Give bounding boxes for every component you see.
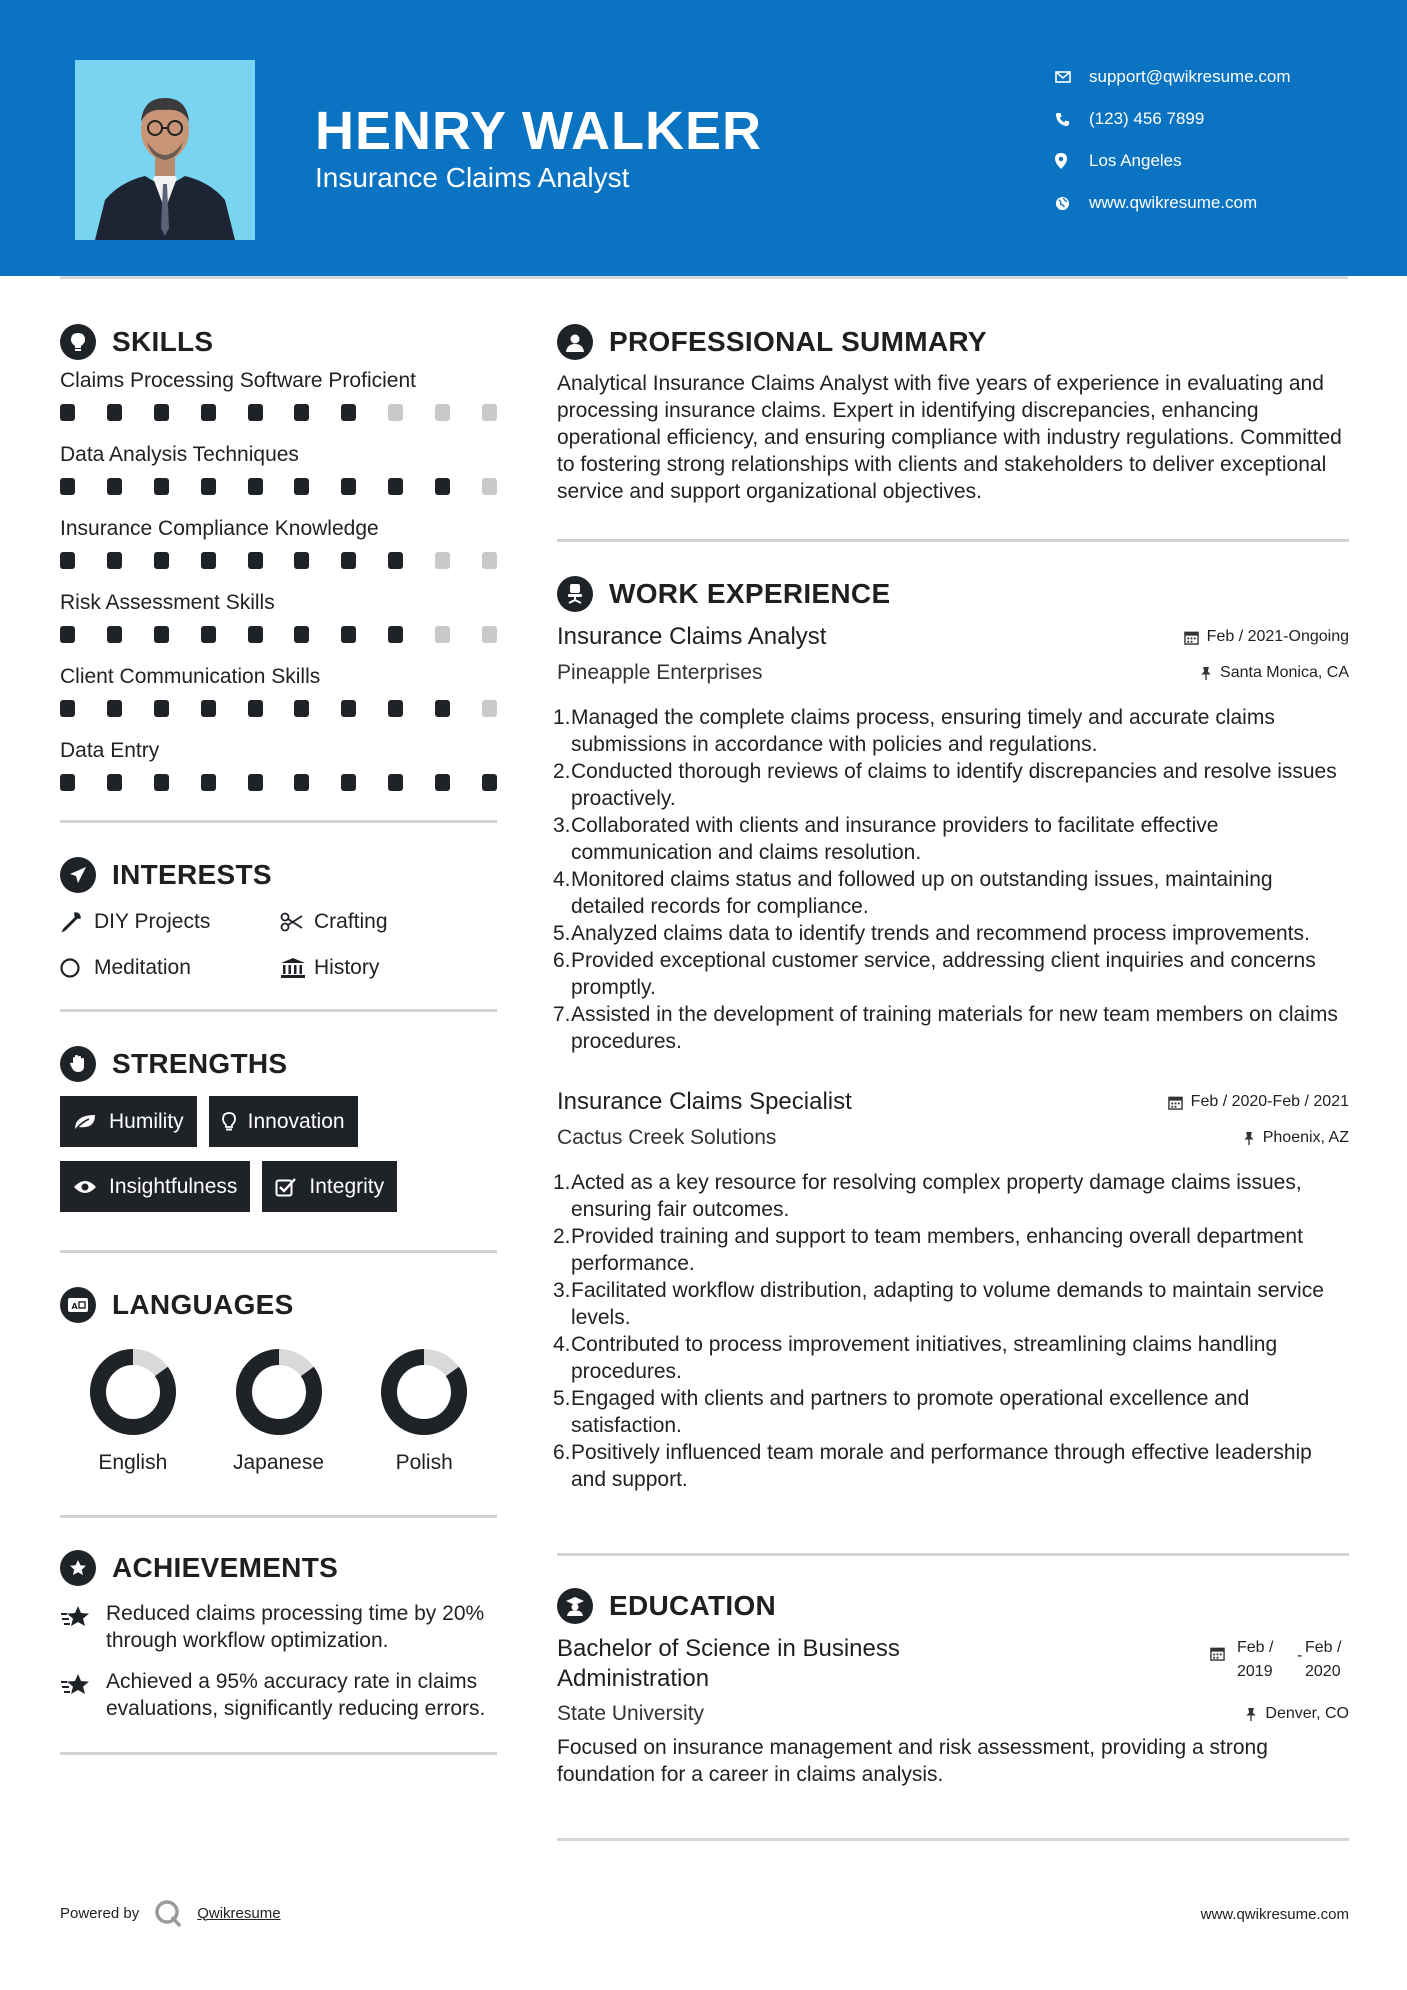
degree-line: Administration xyxy=(557,1665,710,1692)
job-bullet-text: Acted as a key resource for resolving complex property damage claims issues, ensuring fair outcomes. xyxy=(571,1171,1302,1221)
hand-icon xyxy=(60,1046,96,1082)
skill-rating xyxy=(60,618,497,662)
interest-label: Crafting xyxy=(314,910,388,933)
strength-label: Innovation xyxy=(247,1109,345,1133)
job-bullet-text: Positively influenced team morale and performance through effective leadership and support. xyxy=(571,1441,1312,1491)
achievement-item xyxy=(60,1668,497,1722)
lightbulb-icon xyxy=(60,324,96,360)
contact-list xyxy=(1055,56,1385,224)
job-location xyxy=(1243,1129,1349,1147)
job-bullet: 5. Engaged with clients and partners to promote operational excellence and satisfaction. xyxy=(557,1385,1349,1439)
rating-dot-empty xyxy=(482,478,497,495)
job-bullet-text: Assisted in the development of training materials for new team members on claims procedures. xyxy=(571,1003,1338,1053)
pushpin-icon xyxy=(1243,1131,1255,1146)
job-bullet: 1. Managed the complete claims process, ensuring timely and accurate claims submissions in accordance with policies and regulations. xyxy=(557,704,1349,758)
rating-dot-filled xyxy=(248,774,263,791)
footer-website[interactable]: www.qwikresume.com xyxy=(1200,1906,1349,1923)
leaf-icon xyxy=(73,1113,97,1131)
skill-item xyxy=(60,588,497,662)
rating-dot-filled xyxy=(154,478,169,495)
footer-powered-by xyxy=(60,1898,281,1928)
language-level-ring xyxy=(88,1347,178,1437)
job-bullet-text: Conducted thorough reviews of claims to identify discrepancies and resolve issues proactively. xyxy=(571,760,1337,810)
job-date xyxy=(1184,628,1349,646)
job-bullet: 3. Collaborated with clients and insurance providers to facilitate effective communication and claims resolution. xyxy=(557,812,1349,866)
job-bullet-text: Collaborated with clients and insurance providers to facilitate effective communication and claims resolution. xyxy=(571,814,1219,864)
job-bullet-text: Provided training and support to team members, enhancing overall department performance. xyxy=(571,1225,1303,1275)
summary-heading xyxy=(557,320,1349,364)
office-chair-icon xyxy=(557,576,593,612)
language-label: Polish xyxy=(395,1451,453,1474)
rating-dot-filled xyxy=(248,552,263,569)
interest-label: DIY Projects xyxy=(94,910,211,933)
strength-tag xyxy=(262,1161,397,1212)
circle-icon xyxy=(60,957,94,979)
rating-dot-filled xyxy=(201,774,216,791)
graduate-icon xyxy=(557,1588,593,1624)
languages-title: LANGUAGES xyxy=(112,1289,294,1320)
rating-dot-filled xyxy=(341,700,356,717)
job-bullet: 6. Provided exceptional customer service, addressing client inquiries and concerns promptly. xyxy=(557,947,1349,1001)
education-title: EDUCATION xyxy=(609,1590,777,1621)
strengths-heading xyxy=(60,1042,497,1086)
job-date xyxy=(1168,1093,1349,1111)
strength-label: Integrity xyxy=(309,1174,385,1198)
rating-dot-filled xyxy=(388,774,403,791)
rating-dot-filled xyxy=(294,404,309,421)
language-label: Japanese xyxy=(232,1451,325,1474)
rating-dot-filled xyxy=(107,552,122,569)
envelope-icon xyxy=(1055,71,1089,83)
skill-name: Insurance Compliance Knowledge xyxy=(60,517,379,540)
job-entry xyxy=(553,1083,1349,1493)
contact-phone[interactable] xyxy=(1055,98,1385,140)
rating-dot-filled xyxy=(341,774,356,791)
rating-dot-filled xyxy=(201,700,216,717)
lightbulb-icon xyxy=(222,1112,236,1132)
rating-dot-empty xyxy=(388,404,403,421)
paper-plane-icon xyxy=(60,857,96,893)
section-divider xyxy=(60,1250,497,1253)
languages-list xyxy=(60,1347,497,1475)
resume-header xyxy=(0,0,1407,276)
rating-dot-filled xyxy=(60,774,75,791)
job-header xyxy=(557,1083,1349,1121)
education-date-part: Feb / xyxy=(1305,1639,1342,1656)
rating-dot-filled xyxy=(482,774,497,791)
school-name: State University xyxy=(557,1702,705,1725)
rating-dot-filled xyxy=(341,478,356,495)
skill-rating xyxy=(60,544,497,588)
section-divider xyxy=(557,1553,1349,1556)
contact-location-text: Los Angeles xyxy=(1089,151,1182,170)
phone-icon xyxy=(1055,112,1089,127)
job-bullets xyxy=(553,704,1349,1055)
job-subheader xyxy=(557,1121,1349,1155)
qwikresume-logo-icon xyxy=(153,1898,183,1928)
museum-icon xyxy=(280,957,314,979)
skill-rating xyxy=(60,766,497,810)
achievement-text: Reduced claims processing time by 20% through workflow optimization. xyxy=(106,1602,485,1652)
interests-heading xyxy=(60,853,497,897)
map-pin-icon xyxy=(1055,153,1089,169)
contact-email[interactable] xyxy=(1055,56,1385,98)
star-icon xyxy=(60,1600,106,1654)
job-bullet: 6. Positively influenced team morale and performance through effective leadership and support. xyxy=(557,1439,1349,1493)
job-bullet: 2. Provided training and support to team members, enhancing overall department performance. xyxy=(557,1223,1349,1277)
rating-dot-filled xyxy=(154,404,169,421)
education-date-part: 2020 xyxy=(1305,1663,1341,1680)
company-name: Pineapple Enterprises xyxy=(557,661,763,684)
rating-dot-filled xyxy=(248,404,263,421)
education-location-text: Denver, CO xyxy=(1265,1705,1349,1722)
job-bullet: 5. Analyzed claims data to identify trends and recommend process improvements. xyxy=(553,922,1310,945)
job-bullet-text: Engaged with clients and partners to promote operational excellence and satisfaction. xyxy=(571,1387,1250,1437)
star-icon xyxy=(60,1668,106,1722)
candidate-role: Insurance Claims Analyst xyxy=(315,162,630,193)
left-column xyxy=(60,320,497,1755)
language-card-icon xyxy=(60,1287,96,1323)
skill-rating xyxy=(60,396,497,440)
job-bullet: 4. Contributed to process improvement initiatives, streamlining claims handling procedures. xyxy=(557,1331,1349,1385)
language-item xyxy=(60,1347,206,1475)
rating-dot-filled xyxy=(201,478,216,495)
candidate-name: HENRY WALKER xyxy=(315,101,763,161)
experience-heading xyxy=(557,572,1349,616)
interest-item xyxy=(60,953,280,983)
rating-dot-filled xyxy=(60,700,75,717)
education-subheader xyxy=(557,1694,1349,1734)
job-location-text: Phoenix, AZ xyxy=(1262,1129,1349,1146)
job-location-text: Santa Monica, CA xyxy=(1220,664,1349,681)
degree-title xyxy=(557,1634,900,1694)
rating-dot-empty xyxy=(435,552,450,569)
education-entry xyxy=(557,1634,1349,1788)
interest-label: Meditation xyxy=(94,956,191,979)
skills-title: SKILLS xyxy=(112,326,214,357)
rating-dot-filled xyxy=(154,774,169,791)
rating-dot-filled xyxy=(107,774,122,791)
job-bullet-text: Provided exceptional customer service, addressing client inquiries and concerns promptly. xyxy=(571,949,1316,999)
star-badge-icon xyxy=(60,1550,96,1586)
job-bullets xyxy=(553,1169,1349,1493)
rating-dot-filled xyxy=(107,404,122,421)
skill-item xyxy=(60,514,497,588)
language-label: English xyxy=(98,1451,168,1474)
skill-item xyxy=(60,440,497,514)
rating-dot-filled xyxy=(388,700,403,717)
section-divider xyxy=(557,539,1349,542)
languages-heading xyxy=(60,1283,497,1327)
rating-dot-filled xyxy=(341,552,356,569)
job-bullet: 3. Facilitated workflow distribution, adapting to volume demands to maintain service levels. xyxy=(557,1277,1349,1331)
skills-list xyxy=(60,366,497,810)
rating-dot-filled xyxy=(294,700,309,717)
svg-text:A: A xyxy=(71,1302,78,1311)
summary-title: PROFESSIONAL SUMMARY xyxy=(609,326,987,357)
right-column xyxy=(553,320,1349,1841)
rating-dot-filled xyxy=(107,626,122,643)
job-header xyxy=(557,618,1349,656)
job-title: Insurance Claims Analyst xyxy=(557,623,827,650)
contact-website[interactable] xyxy=(1055,182,1385,224)
job-date-text: Feb / 2021-Ongoing xyxy=(1206,628,1349,645)
job-bullet-text: Managed the complete claims process, ensuring timely and accurate claims submissions in accordance with policies and regulations. xyxy=(571,706,1275,756)
rating-dot-filled xyxy=(435,700,450,717)
check-square-icon xyxy=(275,1177,297,1197)
job-entry xyxy=(553,618,1349,1055)
degree-line: Bachelor of Science in Business xyxy=(557,1635,900,1662)
header-divider xyxy=(60,276,1348,279)
achievements-heading xyxy=(60,1546,497,1590)
education-date-part: Feb / xyxy=(1237,1639,1274,1656)
rating-dot-filled xyxy=(388,478,403,495)
rating-dot-filled xyxy=(341,404,356,421)
powered-by-text: Powered by xyxy=(60,1904,140,1922)
rating-dot-filled xyxy=(107,478,122,495)
section-divider xyxy=(60,820,497,823)
job-bullet: 7. Assisted in the development of training materials for new team members on claims procedures. xyxy=(557,1001,1349,1055)
language-level-ring xyxy=(379,1347,469,1437)
rating-dot-filled xyxy=(60,626,75,643)
education-description: Focused on insurance management and risk assessment, providing a strong foundation for a career in claims analysis. xyxy=(557,1736,1268,1786)
rating-dot-filled xyxy=(388,552,403,569)
calendar-icon xyxy=(1210,1646,1225,1661)
job-bullet-text: Monitored claims status and followed up on outstanding issues, maintaining detailed records for compliance. xyxy=(571,868,1273,918)
rating-dot-empty xyxy=(482,404,497,421)
section-divider xyxy=(557,1838,1349,1841)
language-item xyxy=(351,1347,497,1475)
strength-label: Insightfulness xyxy=(109,1174,238,1198)
job-title: Insurance Claims Specialist xyxy=(557,1088,852,1115)
rating-dot-filled xyxy=(201,626,216,643)
skill-item xyxy=(60,662,497,736)
rating-dot-filled xyxy=(154,626,169,643)
summary-text: Analytical Insurance Claims Analyst with five years of experience in evaluating and processing insurance claims. Expert in identifying discrepancies, enhancing operational efficiency, and ensuring compliance with industry regulations. Committed to fostering strong relationships with clients and stakeholders to deliver exceptional service and support organizational objectives. xyxy=(557,372,1342,503)
experience-title: WORK EXPERIENCE xyxy=(609,578,891,609)
rating-dot-empty xyxy=(482,700,497,717)
education-end-date xyxy=(1305,1636,1349,1684)
strength-tag xyxy=(60,1161,250,1212)
rating-dot-filled xyxy=(60,404,75,421)
interests-title: INTERESTS xyxy=(112,859,272,890)
strength-tag xyxy=(209,1096,358,1147)
interest-label: History xyxy=(314,956,380,979)
education-heading xyxy=(557,1584,1349,1628)
qwikresume-link[interactable]: Qwikresume xyxy=(197,1904,281,1922)
calendar-icon xyxy=(1168,1095,1183,1110)
interest-item xyxy=(280,907,497,937)
skill-name: Risk Assessment Skills xyxy=(60,591,275,614)
skill-item xyxy=(60,366,497,440)
strength-label: Humility xyxy=(109,1109,184,1133)
education-date-part: 2019 xyxy=(1237,1663,1273,1680)
strengths-title: STRENGTHS xyxy=(112,1048,288,1079)
scissors-icon xyxy=(280,912,314,932)
skill-name: Claims Processing Software Proficient xyxy=(60,369,416,392)
user-icon xyxy=(557,324,593,360)
job-subheader xyxy=(557,656,1349,690)
profile-photo xyxy=(75,60,255,240)
education-start-date xyxy=(1237,1636,1297,1684)
wrench-icon xyxy=(60,911,94,933)
rating-dot-filled xyxy=(294,552,309,569)
rating-dot-empty xyxy=(482,552,497,569)
job-bullet-text: Contributed to process improvement initiatives, streamlining claims handling procedures. xyxy=(571,1333,1278,1383)
company-name: Cactus Creek Solutions xyxy=(557,1126,777,1149)
job-bullet: 1. Acted as a key resource for resolving complex property damage claims issues, ensuring fair outcomes. xyxy=(557,1169,1349,1223)
job-bullet-text: Facilitated workflow distribution, adapting to volume demands to maintain service levels. xyxy=(571,1279,1324,1329)
job-date-text: Feb / 2020-Feb / 2021 xyxy=(1190,1093,1349,1110)
eye-icon xyxy=(73,1179,97,1195)
pushpin-icon xyxy=(1200,666,1212,681)
contact-location xyxy=(1055,140,1385,182)
skill-name: Data Entry xyxy=(60,739,160,762)
strength-tag xyxy=(60,1096,197,1147)
calendar-icon xyxy=(1184,630,1199,645)
section-divider xyxy=(60,1752,497,1755)
job-bullet: 2. Conducted thorough reviews of claims to identify discrepancies and resolve issues proactively. xyxy=(557,758,1349,812)
rating-dot-filled xyxy=(294,774,309,791)
contact-phone-text: (123) 456 7899 xyxy=(1089,109,1205,128)
rating-dot-filled xyxy=(388,626,403,643)
rating-dot-filled xyxy=(201,552,216,569)
skills-heading xyxy=(60,320,497,364)
rating-dot-filled xyxy=(154,700,169,717)
skill-rating xyxy=(60,470,497,514)
achievements-title: ACHIEVEMENTS xyxy=(112,1552,339,1583)
rating-dot-filled xyxy=(60,552,75,569)
section-divider xyxy=(60,1515,497,1518)
section-divider xyxy=(60,1009,497,1012)
rating-dot-filled xyxy=(248,626,263,643)
education-location xyxy=(1245,1705,1349,1723)
education-header xyxy=(557,1634,1349,1694)
contact-website-text: www.qwikresume.com xyxy=(1089,193,1258,212)
interest-item xyxy=(60,907,280,937)
rating-dot-empty xyxy=(435,626,450,643)
contact-email-text: support@qwikresume.com xyxy=(1089,67,1291,86)
rating-dot-filled xyxy=(435,478,450,495)
interests-list xyxy=(60,907,497,983)
interest-item xyxy=(280,953,497,983)
rating-dot-filled xyxy=(154,552,169,569)
skill-rating xyxy=(60,692,497,736)
achievements-list xyxy=(60,1600,497,1722)
rating-dot-filled xyxy=(435,774,450,791)
rating-dot-empty xyxy=(435,404,450,421)
rating-dot-filled xyxy=(107,700,122,717)
pushpin-icon xyxy=(1245,1707,1257,1722)
language-level-ring xyxy=(234,1347,324,1437)
rating-dot-filled xyxy=(248,478,263,495)
rating-dot-filled xyxy=(248,700,263,717)
rating-dot-filled xyxy=(60,478,75,495)
achievement-item xyxy=(60,1600,497,1654)
strengths-list xyxy=(60,1096,497,1212)
rating-dot-filled xyxy=(294,478,309,495)
skill-item xyxy=(60,736,497,810)
rating-dot-filled xyxy=(341,626,356,643)
rating-dot-filled xyxy=(294,626,309,643)
job-bullet-text: Analyzed claims data to identify trends and recommend process improvements. xyxy=(571,922,1310,945)
globe-icon xyxy=(1055,196,1089,211)
rating-dot-filled xyxy=(201,404,216,421)
rating-dot-empty xyxy=(482,626,497,643)
achievement-text: Achieved a 95% accuracy rate in claims evaluations, significantly reducing errors. xyxy=(106,1670,486,1720)
education-date-separator: - xyxy=(1297,1647,1303,1664)
skill-name: Client Communication Skills xyxy=(60,665,321,688)
job-location xyxy=(1200,664,1349,682)
job-bullet: 4. Monitored claims status and followed up on outstanding issues, maintaining detailed records for compliance. xyxy=(557,866,1349,920)
language-item xyxy=(206,1347,352,1475)
skill-name: Data Analysis Techniques xyxy=(60,443,299,466)
education-date xyxy=(1210,1634,1349,1694)
